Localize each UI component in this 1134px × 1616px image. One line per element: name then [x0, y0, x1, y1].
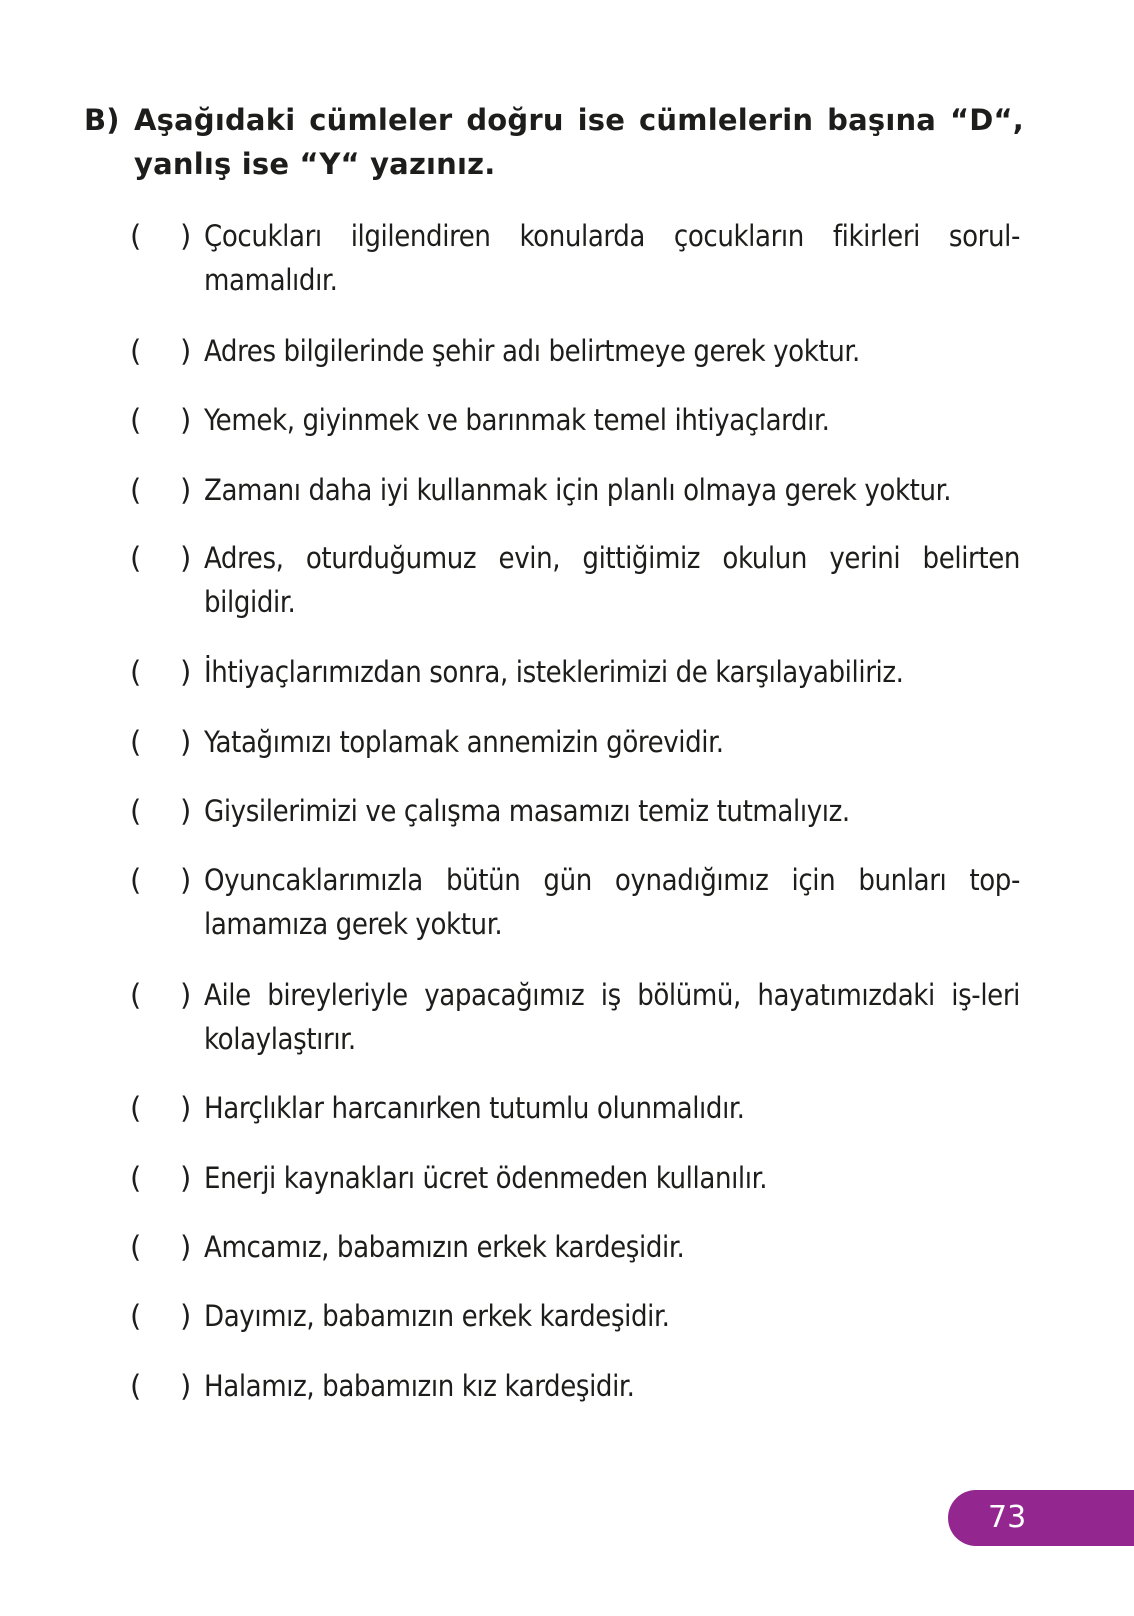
list-item: ( ) Enerji kaynakları ücret ödenmeden kullanılır.: [130, 1156, 1020, 1200]
statement-text: Adres bilgilerinde şehir adı belirtmeye gerek yoktur.: [204, 334, 860, 368]
section-label: B): [84, 103, 120, 137]
page-number-badge: [948, 1490, 1134, 1546]
statement-text: Giysilerimizi ve çalışma masamızı temiz tutmalıyız.: [204, 794, 850, 828]
statement-text: Dayımız, babamızın erkek kardeşidir.: [204, 1299, 670, 1333]
list-item: ( ) Aile bireyleriyle yapacağımız iş bölümü, hayatımızdaki iş-leri kolaylaştırır.: [130, 973, 1020, 1061]
statement-text: Harçlıklar harcanırken tutumlu olunmalıdır.: [204, 1091, 745, 1125]
list-item: ( ) Yatağımızı toplamak annemizin görevidir.: [130, 720, 1020, 764]
statement-text: Amcamız, babamızın erkek kardeşidir.: [204, 1230, 685, 1264]
list-item: ( ) Dayımız, babamızın erkek kardeşidir.: [130, 1294, 1020, 1338]
list-item: ( ) Çocukları ilgilendiren konularda çocukların fikirleri sorul-mamalıdır.: [130, 214, 1020, 302]
list-item: ( ) Yemek, giyinmek ve barınmak temel ihtiyaçlardır.: [130, 398, 1020, 442]
statement-text: İhtiyaçlarımızdan sonra, isteklerimizi de karşılayabiliriz.: [204, 655, 904, 689]
statement-text: Yemek, giyinmek ve barınmak temel ihtiyaçlardır.: [204, 403, 830, 437]
statement-text: Enerji kaynakları ücret ödenmeden kullanılır.: [204, 1161, 768, 1195]
list-item: ( ) İhtiyaçlarımızdan sonra, isteklerimizi de karşılayabiliriz.: [130, 650, 1020, 694]
statement-text: Adres, oturduğumuz evin, gittiğimiz okulun yerini belirten bilgidir.: [204, 541, 1020, 619]
statement-text: Oyuncaklarımızla bütün gün oynadığımız için bunları top-lamamıza gerek yoktur.: [204, 863, 1020, 941]
list-item: ( ) Adres, oturduğumuz evin, gittiğimiz okulun yerini belirten bilgidir.: [130, 536, 1020, 624]
section-heading: [84, 98, 1024, 186]
list-item: ( ) Zamanı daha iyi kullanmak için planlı olmaya gerek yoktur.: [130, 468, 1020, 512]
statement-text: Çocukları ilgilendiren konularda çocukların fikirleri sorul-mamalıdır.: [204, 219, 1020, 297]
list-item: ( ) Harçlıklar harcanırken tutumlu olunmalıdır.: [130, 1086, 1020, 1130]
statement-text: Yatağımızı toplamak annemizin görevidir.: [204, 725, 724, 759]
list-item: ( ) Amcamız, babamızın erkek kardeşidir.: [130, 1225, 1020, 1269]
page-number: 73: [988, 1500, 1027, 1535]
list-item: ( ) Oyuncaklarımızla bütün gün oynadığımız için bunları top-lamamıza gerek yoktur.: [130, 858, 1020, 946]
statement-text: Aile bireyleriyle yapacağımız iş bölümü, hayatımızdaki iş-leri kolaylaştırır.: [204, 978, 1020, 1056]
list-item: ( ) Giysilerimizi ve çalışma masamızı temiz tutmalıyız.: [130, 789, 1020, 833]
statement-text: Halamız, babamızın kız kardeşidir.: [204, 1369, 635, 1403]
list-item: ( ) Halamız, babamızın kız kardeşidir.: [130, 1364, 1020, 1408]
section-instruction: Aşağıdaki cümleler doğru ise cümlelerin başına “D“, yanlış ise “Y“ yazınız.: [134, 103, 1024, 181]
statement-text: Zamanı daha iyi kullanmak için planlı olmaya gerek yoktur.: [204, 473, 952, 507]
list-item: ( ) Adres bilgilerinde şehir adı belirtmeye gerek yoktur.: [130, 329, 1020, 373]
